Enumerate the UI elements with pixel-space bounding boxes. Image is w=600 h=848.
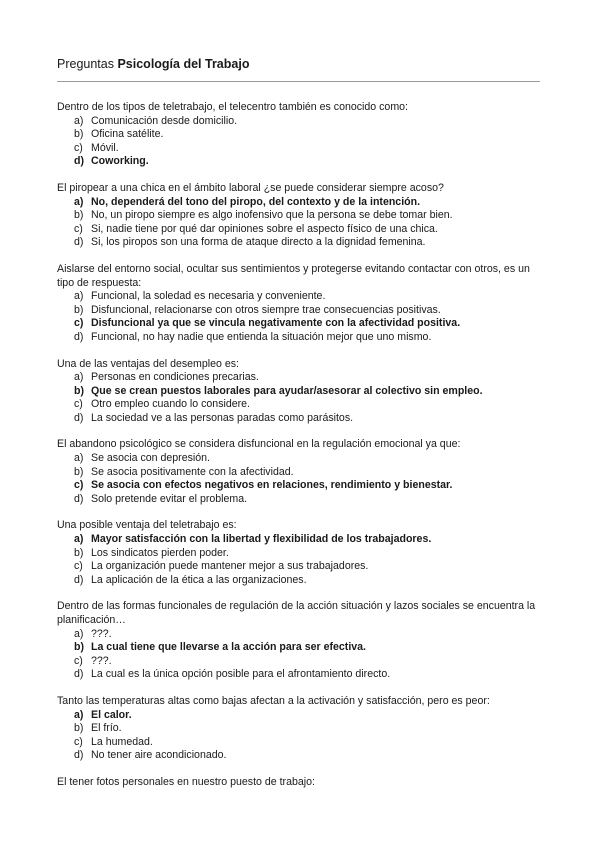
option-text: Si, los piropos son una forma de ataque directo a la dignidad femenina. bbox=[91, 236, 426, 249]
question-text: Tanto las temperaturas altas como bajas afectan a la activación y satisfacción, pero es peor: bbox=[57, 694, 490, 707]
option-letter: d) bbox=[74, 573, 84, 586]
answer-option-correct bbox=[57, 385, 543, 399]
option-letter: a) bbox=[74, 708, 84, 721]
option-letter: d) bbox=[74, 155, 84, 168]
question-block bbox=[57, 358, 543, 426]
question-block bbox=[57, 695, 543, 763]
option-letter: b) bbox=[74, 546, 84, 559]
answer-option-correct bbox=[57, 196, 543, 210]
answer-option bbox=[57, 223, 543, 237]
option-text: Funcional, la soledad es necesaria y conveniente. bbox=[91, 290, 326, 303]
option-text: Solo pretende evitar el problema. bbox=[91, 492, 248, 505]
answer-option bbox=[57, 466, 543, 480]
answer-option bbox=[57, 655, 543, 669]
option-letter: b) bbox=[74, 209, 84, 222]
option-text: El frío. bbox=[91, 722, 122, 735]
answer-option bbox=[57, 736, 543, 750]
question-text: Una posible ventaja del teletrabajo es: bbox=[57, 519, 237, 532]
option-text: No, dependerá del tono del piropo, del contexto y de la intención. bbox=[91, 195, 421, 208]
question-text: El tener fotos personales en nuestro puesto de trabajo: bbox=[57, 775, 315, 788]
option-letter: b) bbox=[74, 641, 84, 654]
option-text: La sociedad ve a las personas paradas como parásitos. bbox=[91, 411, 354, 424]
answer-option-correct bbox=[57, 533, 543, 547]
header-prefix: Preguntas bbox=[57, 57, 114, 71]
answer-option bbox=[57, 574, 543, 588]
option-text: La cual es la única opción posible para el afrontamiento directo. bbox=[91, 668, 391, 681]
option-text: La aplicación de la ética a las organizaciones. bbox=[91, 573, 307, 586]
question-block bbox=[57, 600, 543, 682]
answer-option-correct bbox=[57, 317, 543, 331]
answer-option bbox=[57, 452, 543, 466]
option-letter: a) bbox=[74, 533, 84, 546]
option-letter: b) bbox=[74, 128, 84, 141]
option-text: Disfuncional ya que se vincula negativamente con la afectividad positiva. bbox=[91, 317, 461, 330]
option-text: Coworking. bbox=[91, 155, 149, 168]
option-text: Se asocia con efectos negativos en relaciones, rendimiento y bienestar. bbox=[91, 479, 453, 492]
option-text: Funcional, no hay nadie que entienda la situación mejor que uno mismo. bbox=[91, 330, 432, 343]
answer-option bbox=[57, 128, 543, 142]
answer-option bbox=[57, 115, 543, 129]
option-list bbox=[57, 452, 543, 506]
option-letter: b) bbox=[74, 384, 84, 397]
option-letter: d) bbox=[74, 668, 84, 681]
option-list bbox=[57, 709, 543, 763]
option-list bbox=[57, 196, 543, 250]
option-letter: a) bbox=[74, 371, 84, 384]
option-text: Se asocia con depresión. bbox=[91, 452, 210, 465]
answer-option bbox=[57, 628, 543, 642]
question-text: Dentro de las formas funcionales de regulación de la acción situación y lazos sociales se encuentra la planificación… bbox=[57, 600, 536, 626]
option-letter: c) bbox=[74, 317, 84, 330]
option-text: ???. bbox=[91, 627, 112, 640]
option-text: La humedad. bbox=[91, 735, 153, 748]
option-list bbox=[57, 115, 543, 169]
answer-option-correct bbox=[57, 641, 543, 655]
question-list bbox=[57, 101, 543, 803]
answer-option bbox=[57, 371, 543, 385]
answer-option bbox=[57, 304, 543, 318]
option-letter: d) bbox=[74, 330, 84, 343]
option-letter: c) bbox=[74, 398, 83, 411]
answer-option bbox=[57, 331, 543, 345]
question-block bbox=[57, 438, 543, 506]
question-text: El abandono psicológico se considera disfuncional en la regulación emocional ya que: bbox=[57, 438, 461, 451]
answer-option bbox=[57, 547, 543, 561]
option-text: Los sindicatos pierden poder. bbox=[91, 546, 229, 559]
answer-option-correct bbox=[57, 479, 543, 493]
page-header bbox=[57, 56, 540, 72]
answer-option bbox=[57, 412, 543, 426]
answer-option bbox=[57, 493, 543, 507]
option-letter: c) bbox=[74, 222, 83, 235]
answer-option bbox=[57, 560, 543, 574]
question-text: Una de las ventajas del desempleo es: bbox=[57, 357, 239, 370]
option-text: Oficina satélite. bbox=[91, 128, 164, 141]
question-block bbox=[57, 182, 543, 250]
option-text: Si, nadie tiene por qué dar opiniones sobre el aspecto físico de una chica. bbox=[91, 222, 438, 235]
answer-option bbox=[57, 290, 543, 304]
answer-option bbox=[57, 398, 543, 412]
option-letter: d) bbox=[74, 749, 84, 762]
question-block bbox=[57, 519, 543, 587]
option-text: Mayor satisfacción con la libertad y flexibilidad de los trabajadores. bbox=[91, 533, 432, 546]
option-text: No, un piropo siempre es algo inofensivo que la persona se debe tomar bien. bbox=[91, 209, 453, 222]
option-list bbox=[57, 371, 543, 425]
option-letter: b) bbox=[74, 722, 84, 735]
option-list bbox=[57, 628, 543, 682]
option-text: Otro empleo cuando lo considere. bbox=[91, 398, 250, 411]
answer-option bbox=[57, 236, 543, 250]
option-letter: c) bbox=[74, 141, 83, 154]
option-letter: d) bbox=[74, 411, 84, 424]
option-letter: d) bbox=[74, 492, 84, 505]
question-block bbox=[57, 101, 543, 169]
question-text: Aislarse del entorno social, ocultar sus sentimientos y protegerse evitando contactar con otros, es un tipo de respuesta: bbox=[57, 262, 530, 289]
answer-option bbox=[57, 209, 543, 223]
answer-option-correct bbox=[57, 709, 543, 723]
option-text: La cual tiene que llevarse a la acción para ser efectiva. bbox=[91, 641, 366, 654]
option-text: Se asocia positivamente con la afectividad. bbox=[91, 465, 294, 478]
answer-option bbox=[57, 668, 543, 682]
option-text: Personas en condiciones precarias. bbox=[91, 371, 259, 384]
question-block bbox=[57, 263, 543, 345]
option-letter: c) bbox=[74, 735, 83, 748]
option-text: Móvil. bbox=[91, 141, 119, 154]
option-letter: c) bbox=[74, 654, 83, 667]
option-text: Disfuncional, relacionarse con otros siempre trae consecuencias positivas. bbox=[91, 303, 441, 316]
option-letter: b) bbox=[74, 465, 84, 478]
option-letter: d) bbox=[74, 236, 84, 249]
option-list bbox=[57, 533, 543, 587]
option-letter: c) bbox=[74, 479, 84, 492]
answer-option bbox=[57, 749, 543, 763]
option-letter: a) bbox=[74, 114, 84, 127]
option-letter: b) bbox=[74, 303, 84, 316]
option-letter: a) bbox=[74, 290, 84, 303]
question-block bbox=[57, 776, 543, 790]
option-text: Que se crean puestos laborales para ayudar/asesorar al colectivo sin empleo. bbox=[91, 384, 483, 397]
option-text: La organización puede mantener mejor a sus trabajadores. bbox=[91, 560, 369, 573]
option-list bbox=[57, 290, 543, 344]
option-text: Comunicación desde domicilio. bbox=[91, 114, 238, 127]
option-letter: a) bbox=[74, 452, 84, 465]
question-text: Dentro de los tipos de teletrabajo, el telecentro también es conocido como: bbox=[57, 101, 408, 113]
answer-option bbox=[57, 722, 543, 736]
answer-option-correct bbox=[57, 155, 543, 169]
option-letter: a) bbox=[74, 627, 84, 640]
option-text: ???. bbox=[91, 654, 112, 667]
answer-option bbox=[57, 142, 543, 156]
question-text: El piropear a una chica en el ámbito laboral ¿se puede considerar siempre acoso? bbox=[57, 181, 444, 194]
option-letter: c) bbox=[74, 560, 83, 573]
option-text: No tener aire acondicionado. bbox=[91, 749, 227, 762]
option-text: El calor. bbox=[91, 708, 132, 721]
document-title: Psicología del Trabajo bbox=[117, 57, 250, 71]
option-letter: a) bbox=[74, 195, 84, 208]
header-divider bbox=[57, 81, 540, 82]
